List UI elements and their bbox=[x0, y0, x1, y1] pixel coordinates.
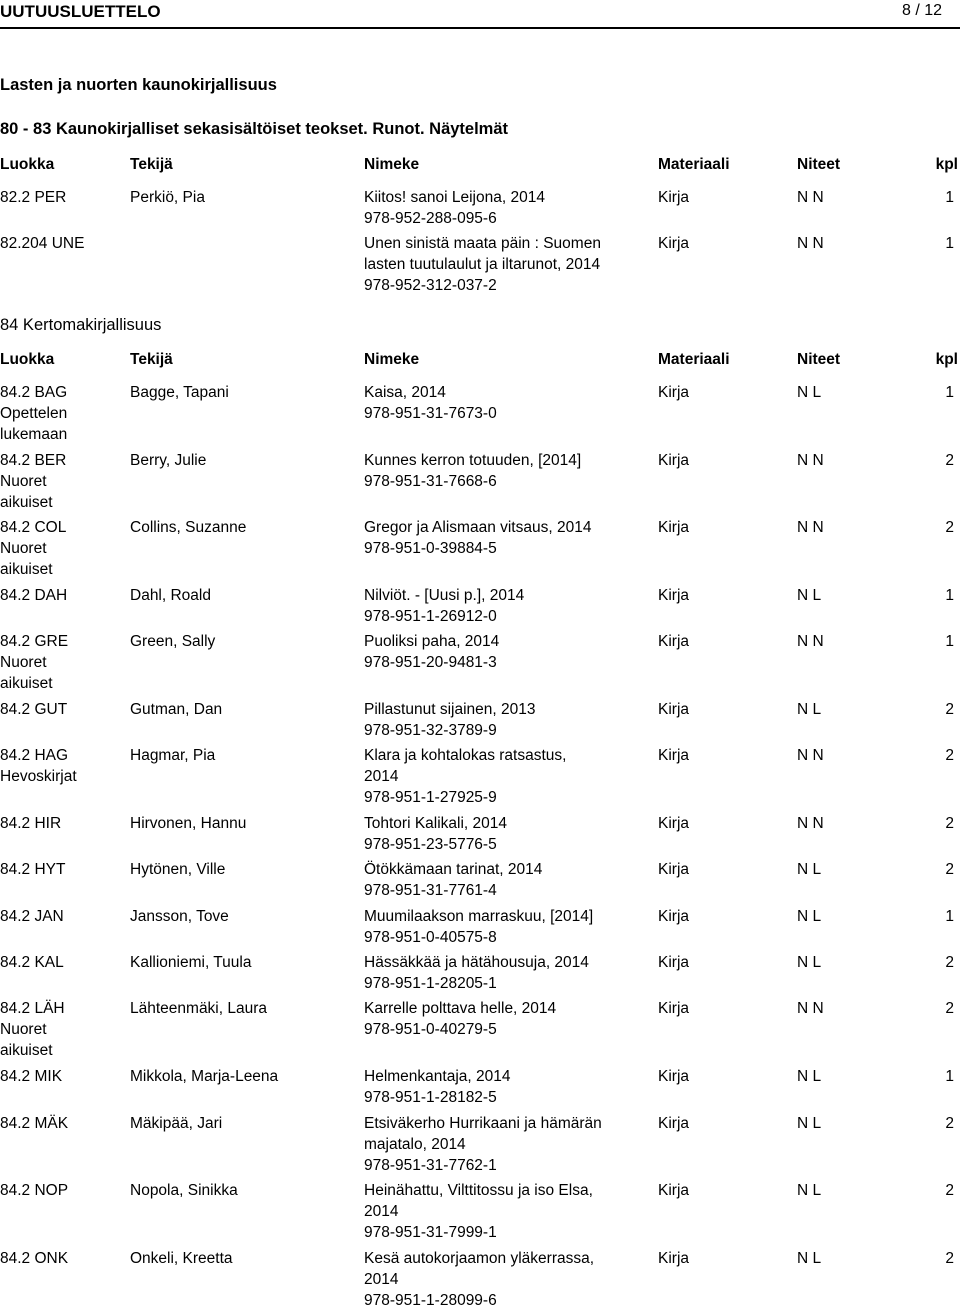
cell-luokka: 84.2 GUT bbox=[0, 701, 68, 718]
cell-luokka: 84.2 HAG Hevoskirjat bbox=[0, 747, 77, 785]
cell-niteet: N L bbox=[797, 384, 822, 401]
cell-tekija: Mäkipää, Jari bbox=[130, 1115, 223, 1132]
cell-luokka: 84.2 JAN bbox=[0, 908, 64, 925]
cell-kpl: 2 bbox=[945, 954, 954, 971]
cell-kpl: 2 bbox=[945, 747, 954, 764]
cell-kpl: 1 bbox=[945, 587, 954, 604]
cell-niteet: N L bbox=[797, 701, 822, 718]
cell-materiaali: Kirja bbox=[658, 189, 690, 206]
cell-tekija: Hagmar, Pia bbox=[130, 747, 216, 764]
cell-luokka: 84.2 LÄH Nuoret aikuiset bbox=[0, 1000, 65, 1059]
cell-nimeke: Tohtori Kalikali, 2014 978-951-23-5776-5 bbox=[364, 815, 508, 853]
cell-niteet: N N bbox=[797, 815, 824, 832]
cell-nimeke: Hässäkkää ja hätähousuja, 2014 978-951-1-28205-1 bbox=[364, 954, 589, 992]
cell-luokka: 84.2 COL Nuoret aikuiset bbox=[0, 519, 67, 578]
cell-materiaali: Kirja bbox=[658, 701, 690, 718]
cell-nimeke: Muumilaakson marraskuu, [2014] 978-951-0-40575-8 bbox=[364, 908, 594, 946]
col-niteet: Niteet bbox=[797, 351, 841, 368]
cell-tekija: Lähteenmäki, Laura bbox=[130, 1000, 268, 1017]
cell-luokka: 84.2 HIR bbox=[0, 815, 62, 832]
col-kpl: kpl bbox=[935, 156, 958, 173]
cell-kpl: 2 bbox=[945, 1250, 954, 1267]
col-luokka: Luokka bbox=[0, 351, 55, 368]
cell-materiaali: Kirja bbox=[658, 954, 690, 971]
cell-niteet: N N bbox=[797, 747, 824, 764]
document-title: UUTUUSLUETTELO bbox=[0, 2, 161, 21]
cell-nimeke: Klara ja kohtalokas ratsastus, 2014 978-951-1-27925-9 bbox=[364, 747, 567, 806]
cell-kpl: 2 bbox=[945, 701, 954, 718]
cell-nimeke: Heinähattu, Vilttitossu ja iso Elsa, 2014 978-951-31-7999-1 bbox=[364, 1182, 593, 1241]
cell-nimeke: Karrelle polttava helle, 2014 978-951-0-40279-5 bbox=[364, 1000, 557, 1038]
cell-kpl: 2 bbox=[945, 861, 954, 878]
cell-nimeke: Ötökkämaan tarinat, 2014 978-951-31-7761-4 bbox=[364, 861, 543, 899]
cell-materiaali: Kirja bbox=[658, 1068, 690, 1085]
cell-luokka: 84.2 DAH bbox=[0, 587, 68, 604]
cell-tekija: Mikkola, Marja-Leena bbox=[130, 1068, 279, 1085]
col-niteet: Niteet bbox=[797, 156, 841, 173]
cell-tekija: Collins, Suzanne bbox=[130, 519, 247, 536]
cell-luokka: 84.2 MIK bbox=[0, 1068, 63, 1085]
cell-nimeke: Kesä autokorjaamon yläkerrassa, 2014 978-951-1-28099-6 bbox=[364, 1250, 595, 1309]
cell-nimeke: Helmenkantaja, 2014 978-951-1-28182-5 bbox=[364, 1068, 511, 1106]
cell-materiaali: Kirja bbox=[658, 1115, 690, 1132]
cell-nimeke: Gregor ja Alismaan vitsaus, 2014 978-951-0-39884-5 bbox=[364, 519, 592, 557]
cell-kpl: 1 bbox=[945, 189, 954, 206]
cell-luokka: 82.2 PER bbox=[0, 189, 67, 206]
cell-niteet: N L bbox=[797, 908, 822, 925]
cell-materiaali: Kirja bbox=[658, 633, 690, 650]
cell-kpl: 2 bbox=[945, 519, 954, 536]
column-headers bbox=[0, 351, 960, 371]
cell-tekija: Bagge, Tapani bbox=[130, 384, 229, 401]
cell-kpl: 2 bbox=[945, 815, 954, 832]
cell-niteet: N L bbox=[797, 1250, 822, 1267]
cell-materiaali: Kirja bbox=[658, 1182, 690, 1199]
cell-tekija: Perkiö, Pia bbox=[130, 189, 205, 206]
cell-kpl: 2 bbox=[945, 1000, 954, 1017]
cell-kpl: 1 bbox=[945, 1068, 954, 1085]
cell-niteet: N N bbox=[797, 452, 824, 469]
cell-nimeke: Kunnes kerron totuuden, [2014] 978-951-31-7668-6 bbox=[364, 452, 582, 490]
cell-luokka: 84.2 KAL bbox=[0, 954, 64, 971]
cell-materiaali: Kirja bbox=[658, 384, 690, 401]
cell-kpl: 2 bbox=[945, 1182, 954, 1199]
cell-materiaali: Kirja bbox=[658, 1250, 690, 1267]
cell-kpl: 2 bbox=[945, 452, 954, 469]
cell-luokka: 84.2 ONK bbox=[0, 1250, 69, 1267]
cell-kpl: 2 bbox=[945, 1115, 954, 1132]
cell-tekija: Dahl, Roald bbox=[130, 587, 211, 604]
cell-tekija: Nopola, Sinikka bbox=[130, 1182, 238, 1199]
section-heading-main: Lasten ja nuorten kaunokirjallisuus bbox=[0, 76, 277, 94]
cell-materiaali: Kirja bbox=[658, 1000, 690, 1017]
cell-materiaali: Kirja bbox=[658, 815, 690, 832]
cell-tekija: Berry, Julie bbox=[130, 452, 207, 469]
cell-kpl: 1 bbox=[945, 235, 954, 252]
cell-niteet: N L bbox=[797, 1182, 822, 1199]
col-nimeke: Nimeke bbox=[364, 156, 420, 173]
cell-tekija: Jansson, Tove bbox=[130, 908, 229, 925]
cell-materiaali: Kirja bbox=[658, 747, 690, 764]
cell-tekija: Gutman, Dan bbox=[130, 701, 223, 718]
cell-luokka: 84.2 BER Nuoret aikuiset bbox=[0, 452, 67, 511]
cell-niteet: N L bbox=[797, 1068, 822, 1085]
cell-tekija: Green, Sally bbox=[130, 633, 216, 650]
cell-niteet: N L bbox=[797, 861, 822, 878]
cell-nimeke: Kiitos! sanoi Leijona, 2014 978-952-288-095-6 bbox=[364, 189, 545, 227]
cell-tekija: Onkeli, Kreetta bbox=[130, 1250, 233, 1267]
col-tekija: Tekijä bbox=[130, 156, 173, 173]
cell-nimeke: Pillastunut sijainen, 2013 978-951-32-3789-9 bbox=[364, 701, 536, 739]
cell-materiaali: Kirja bbox=[658, 908, 690, 925]
cell-luokka: 84.2 HYT bbox=[0, 861, 66, 878]
cell-tekija: Hytönen, Ville bbox=[130, 861, 226, 878]
cell-luokka: 84.2 NOP bbox=[0, 1182, 69, 1199]
col-kpl: kpl bbox=[935, 351, 958, 368]
cell-materiaali: Kirja bbox=[658, 519, 690, 536]
col-nimeke: Nimeke bbox=[364, 351, 420, 368]
col-luokka: Luokka bbox=[0, 156, 55, 173]
cell-niteet: N N bbox=[797, 1000, 824, 1017]
cell-niteet: N N bbox=[797, 189, 824, 206]
cell-nimeke: Kaisa, 2014 978-951-31-7673-0 bbox=[364, 384, 497, 422]
header-divider bbox=[0, 27, 960, 29]
cell-nimeke: Puoliksi paha, 2014 978-951-20-9481-3 bbox=[364, 633, 500, 671]
cell-niteet: N N bbox=[797, 633, 824, 650]
cell-luokka: 84.2 GRE Nuoret aikuiset bbox=[0, 633, 69, 692]
cell-kpl: 1 bbox=[945, 384, 954, 401]
cell-niteet: N L bbox=[797, 587, 822, 604]
cell-materiaali: Kirja bbox=[658, 587, 690, 604]
cell-materiaali: Kirja bbox=[658, 452, 690, 469]
cell-nimeke: Unen sinistä maata päin : Suomen lasten tuutulaulut ja iltarunot, 2014 978-952-312-037-2 bbox=[364, 235, 601, 294]
cell-niteet: N N bbox=[797, 235, 824, 252]
section-heading-80-83: 80 - 83 Kaunokirjalliset sekasisältöiset teokset. Runot. Näytelmät bbox=[0, 120, 509, 138]
cell-tekija: Kallioniemi, Tuula bbox=[130, 954, 252, 971]
cell-niteet: N L bbox=[797, 954, 822, 971]
cell-nimeke: Nilviöt. - [Uusi p.], 2014 978-951-1-26912-0 bbox=[364, 587, 525, 625]
page-number: 8 / 12 bbox=[901, 2, 942, 19]
col-materiaali: Materiaali bbox=[658, 351, 730, 368]
cell-kpl: 1 bbox=[945, 633, 954, 650]
column-headers bbox=[0, 156, 960, 176]
cell-niteet: N N bbox=[797, 519, 824, 536]
cell-tekija: Hirvonen, Hannu bbox=[130, 815, 247, 832]
cell-luokka: 84.2 BAG Opettelen lukemaan bbox=[0, 384, 68, 443]
cell-luokka: 82.204 UNE bbox=[0, 235, 85, 252]
cell-materiaali: Kirja bbox=[658, 235, 690, 252]
col-materiaali: Materiaali bbox=[658, 156, 730, 173]
col-tekija: Tekijä bbox=[130, 351, 173, 368]
cell-materiaali: Kirja bbox=[658, 861, 690, 878]
cell-luokka: 84.2 MÄK bbox=[0, 1115, 69, 1132]
cell-niteet: N L bbox=[797, 1115, 822, 1132]
cell-kpl: 1 bbox=[945, 908, 954, 925]
section-heading-84: 84 Kertomakirjallisuus bbox=[0, 316, 162, 334]
cell-nimeke: Etsiväkerho Hurrikaani ja hämärän majatalo, 2014 978-951-31-7762-1 bbox=[364, 1115, 602, 1174]
